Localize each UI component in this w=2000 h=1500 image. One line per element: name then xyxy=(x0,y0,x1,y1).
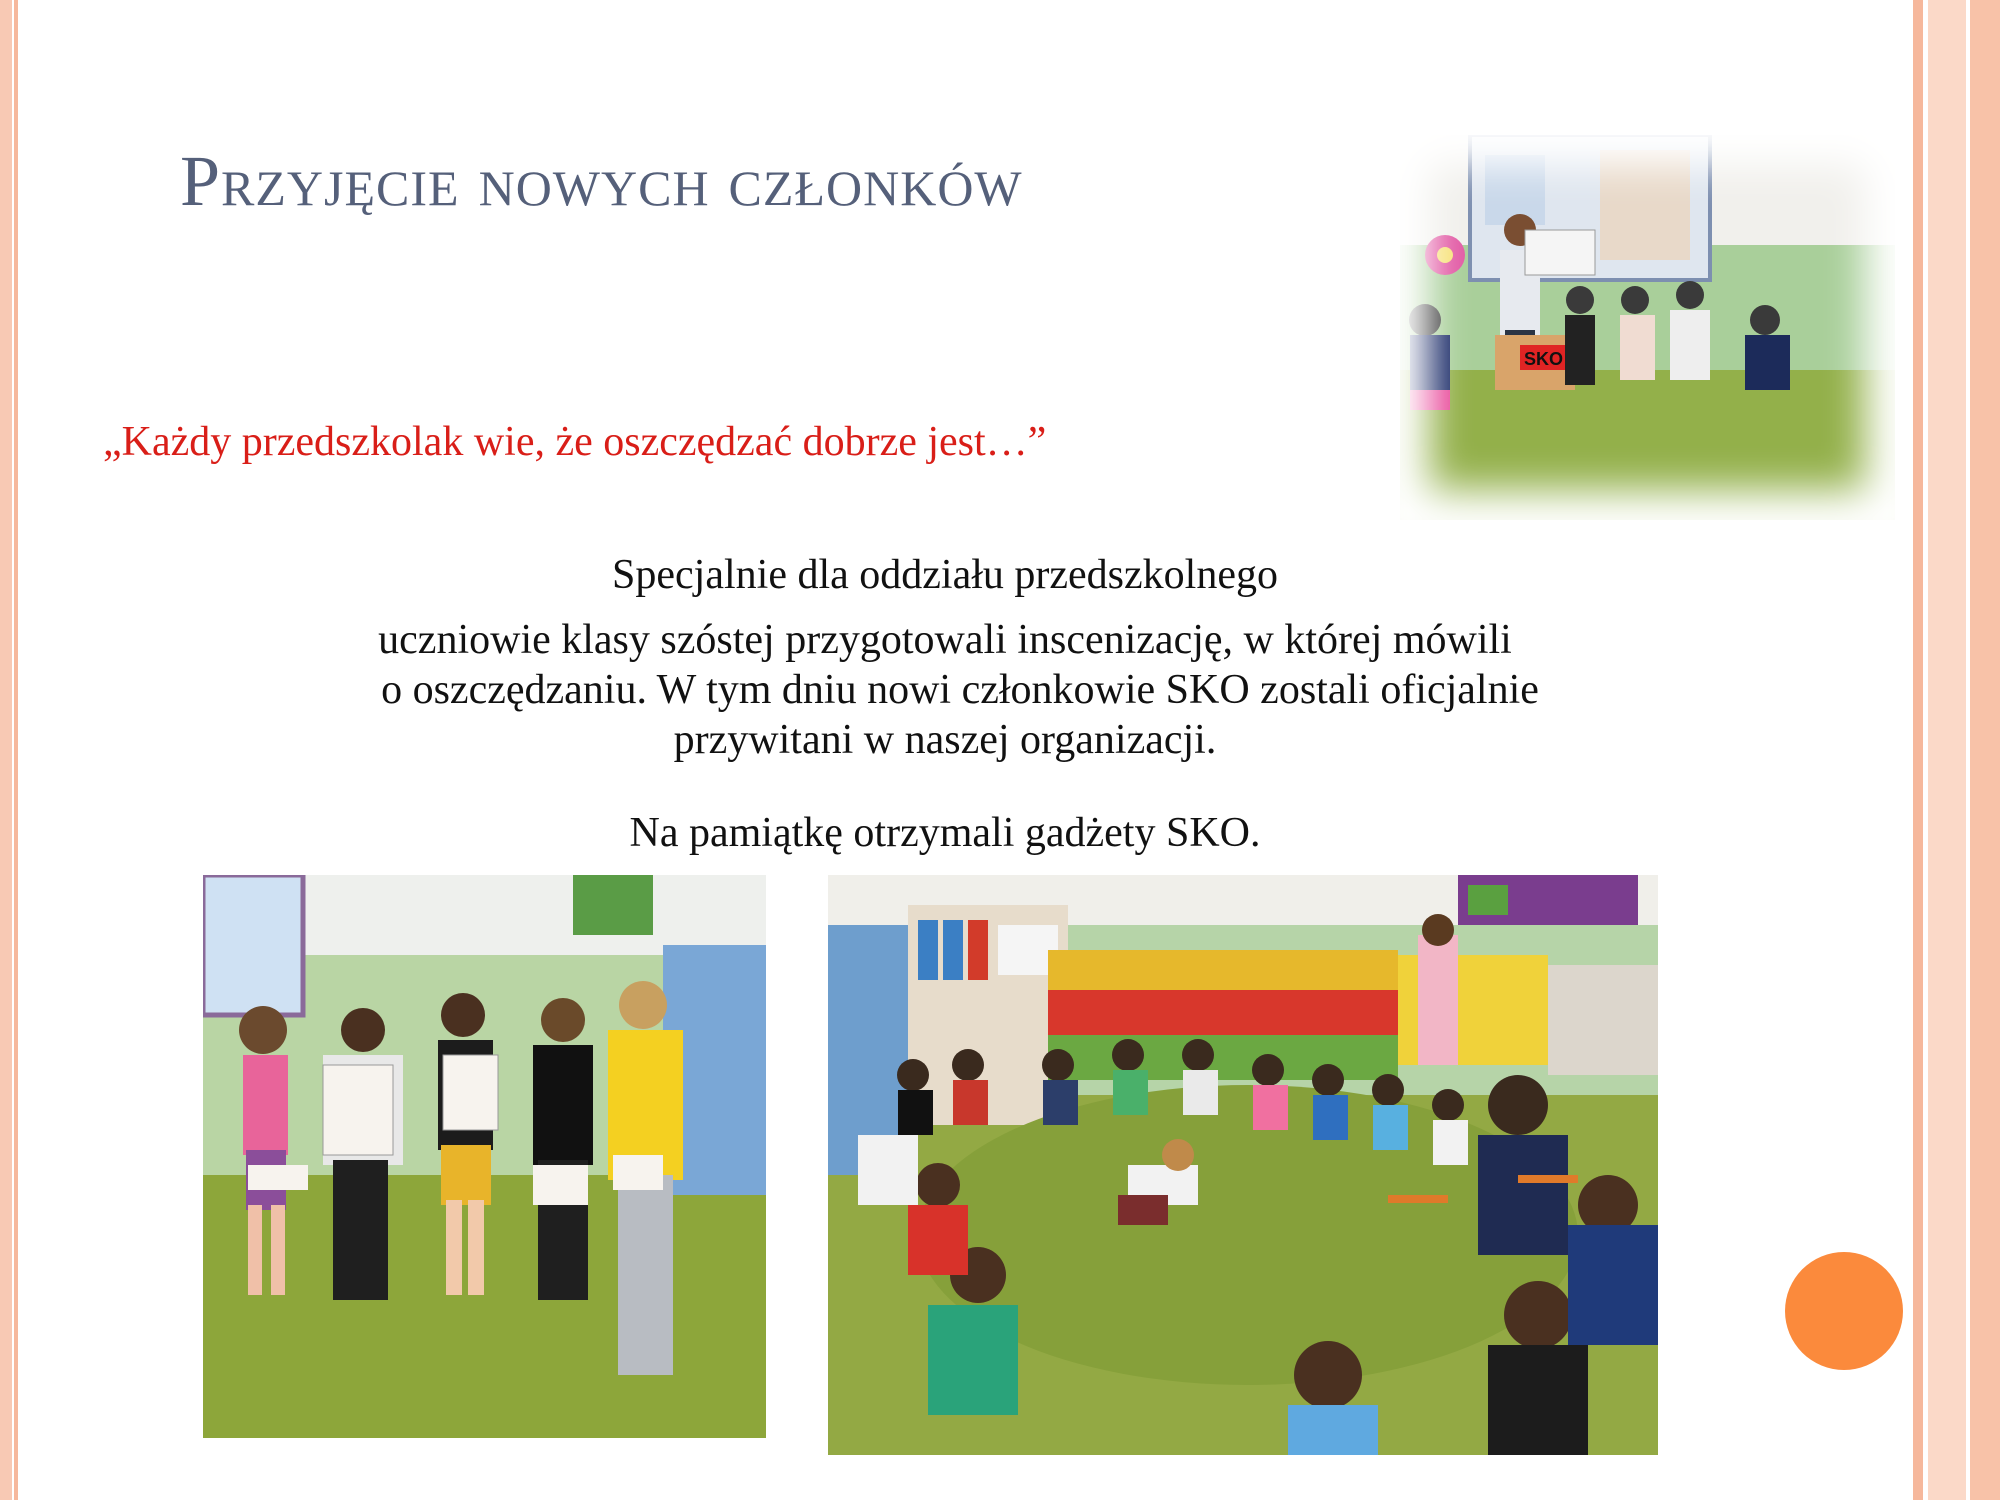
sko-sign-text: SKO xyxy=(1524,349,1564,369)
closing-text: Na pamiątkę otrzymali gadżety SKO. xyxy=(629,810,1261,856)
paragraph-line: uczniowie klasy szóstej przygotowali inscenizację, w której mówili xyxy=(378,617,1512,663)
quote-text: „Każdy przedszkolak wie, że oszczędzać dobrze jest…” xyxy=(103,419,1047,465)
slide-title: Przyjęcie nowych członków xyxy=(180,141,1023,221)
photo-children-gadgets-image xyxy=(203,875,766,1438)
photo-children-circle-image xyxy=(828,875,1658,1455)
paragraph-body xyxy=(180,615,1710,765)
left-border-line xyxy=(14,0,18,1500)
right-border-outer xyxy=(1970,0,2000,1500)
paragraph-line: o oszczędzaniu. W tym dniu nowi członkowie SKO zostali oficjalnie xyxy=(381,667,1539,713)
photo-children-circle xyxy=(828,875,1658,1455)
paragraph-line: Specjalnie dla oddziału przedszkolnego xyxy=(612,552,1278,598)
paragraph-intro xyxy=(180,550,1710,600)
right-border-line xyxy=(1913,0,1923,1500)
accent-circle xyxy=(1785,1252,1903,1370)
left-border-decoration xyxy=(0,0,12,1500)
paragraph-line: przywitani w naszej organizacji. xyxy=(673,717,1217,763)
right-border-band xyxy=(1928,0,1966,1500)
photo-children-gadgets xyxy=(203,875,766,1438)
photo-performance-image xyxy=(1400,135,1895,520)
photo-performance xyxy=(1400,135,1895,520)
